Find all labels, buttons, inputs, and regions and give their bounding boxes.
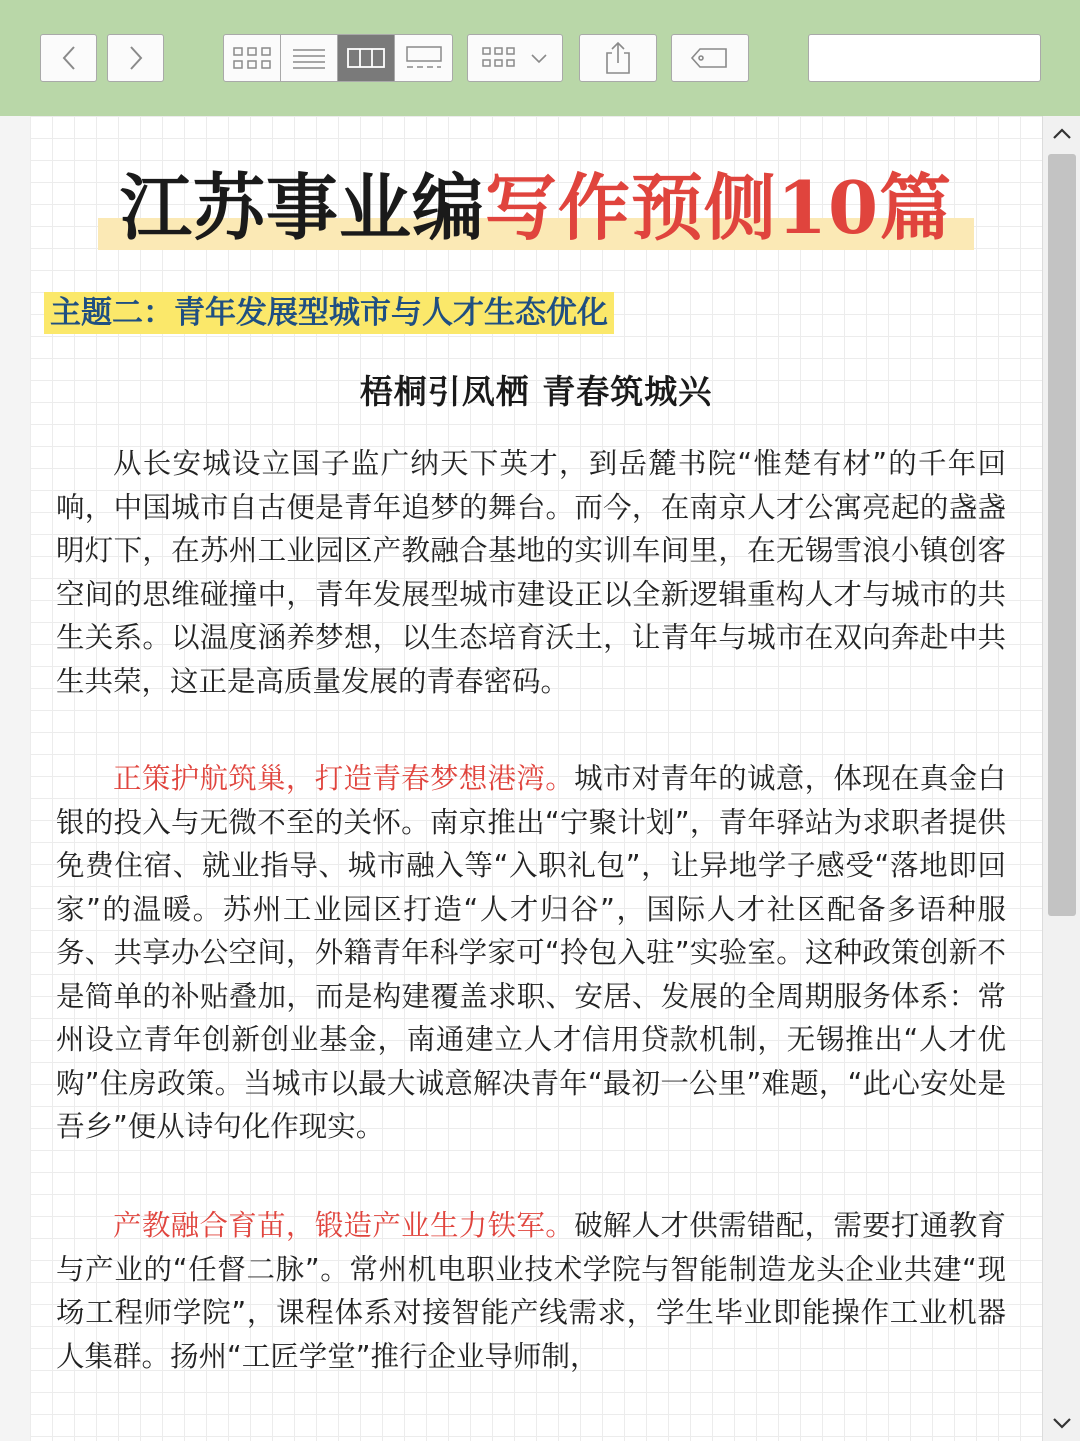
chevron-right-icon bbox=[126, 44, 146, 72]
back-button[interactable] bbox=[40, 34, 97, 82]
page-title bbox=[98, 166, 974, 250]
share-button[interactable] bbox=[579, 34, 657, 82]
tag-button[interactable] bbox=[671, 34, 749, 82]
forward-button[interactable] bbox=[107, 34, 164, 82]
toolbar bbox=[0, 0, 1080, 116]
paragraph-3 bbox=[56, 1204, 1006, 1378]
chevron-up-icon bbox=[1051, 127, 1073, 141]
chevron-left-icon bbox=[59, 44, 79, 72]
list-view-button[interactable] bbox=[281, 35, 338, 81]
paragraph-lead: 正策护航筑巢，打造青春梦想港湾。 bbox=[113, 762, 575, 795]
chevron-down-icon bbox=[529, 51, 549, 65]
column-view-button[interactable] bbox=[338, 35, 395, 81]
document-page bbox=[30, 116, 1042, 1441]
chevron-down-icon bbox=[1051, 1416, 1073, 1430]
vertical-scrollbar[interactable] bbox=[1042, 116, 1080, 1441]
title-wrap bbox=[30, 166, 1042, 250]
column-view-icon bbox=[346, 46, 386, 70]
search-field[interactable] bbox=[808, 34, 1041, 82]
paragraph-text: 从长安城设立国子监广纳天下英才，到岳麓书院“惟楚有材”的千年回响，中国城市自古便是青年追梦的舞台。而今，在南京人才公寓亮起的盏盏明灯下，在苏州工业园区产教融合基地的实训车间里，在无锡雪浪小镇创客空间的思维碰撞中，青年发展型城市建设正以全新逻辑重构人才与城市的共生关系。以温度涵养梦想，以生态培育沃土，让青年与城市在双向奔赴中共生共荣，这正是高质量发展的青春密码。 bbox=[56, 447, 1006, 698]
paragraph-text: 城市对青年的诚意，体现在真金白银的投入与无微不至的关怀。南京推出“宁聚计划”，青年驿站为求职者提供免费住宿、就业指导、城市融入等“入职礼包”，让异地学子感受“落地即回家”的温暖。苏州工业园区打造“人才归谷”，国际人才社区配备多语种服务、共享办公空间，外籍青年科学家可“拎包入驻”实验室。这种政策创新不是简单的补贴叠加，而是构建覆盖求职、安居、发展的全周期服务体系：常州设立青年创新创业基金，南通建立人才信用贷款机制，无锡推出“人才优购”住房政策。当城市以最大诚意解决青年“最初一公里”难题，“此心安处是吾乡”便从诗句化作现实。 bbox=[56, 762, 1006, 1143]
grid-view-icon bbox=[232, 45, 272, 71]
share-icon bbox=[603, 41, 633, 75]
tag-icon bbox=[690, 46, 730, 70]
grid-view-button[interactable] bbox=[224, 35, 281, 81]
paragraph-text: 破解人才供需错配，需要打通教育与产业的“任督二脉”。常州机电职业技术学院与智能制造龙头企业共建“现场工程师学院”，课程体系对接智能产线需求，学生毕业即能操作工业机器人集群。扬州“工匠学堂”推行企业导师制， bbox=[56, 1209, 1006, 1373]
paragraph-lead: 产教融合育苗，锻造产业生力铁军。 bbox=[113, 1209, 575, 1242]
title-red: 写作预侧10篇 bbox=[484, 165, 953, 250]
group-icon bbox=[481, 45, 521, 71]
view-switcher bbox=[223, 34, 453, 82]
essay-title: 梧桐引凤栖 青春筑城兴 bbox=[359, 372, 713, 411]
paragraph-2 bbox=[56, 757, 1006, 1149]
theme-heading: 主题二：青年发展型城市与人才生态优化 bbox=[44, 292, 614, 334]
title-black: 江苏事业编 bbox=[119, 165, 485, 250]
gallery-view-icon bbox=[404, 45, 444, 71]
scroll-down-button[interactable] bbox=[1043, 1405, 1080, 1441]
left-gutter bbox=[0, 116, 30, 1441]
gallery-view-button[interactable] bbox=[395, 35, 452, 81]
paragraph-1 bbox=[56, 442, 1006, 703]
group-by-dropdown[interactable] bbox=[467, 34, 563, 82]
scrollbar-thumb[interactable] bbox=[1048, 154, 1076, 916]
search-input[interactable] bbox=[829, 38, 1054, 78]
list-view-icon bbox=[291, 46, 327, 70]
scroll-up-button[interactable] bbox=[1043, 116, 1080, 152]
